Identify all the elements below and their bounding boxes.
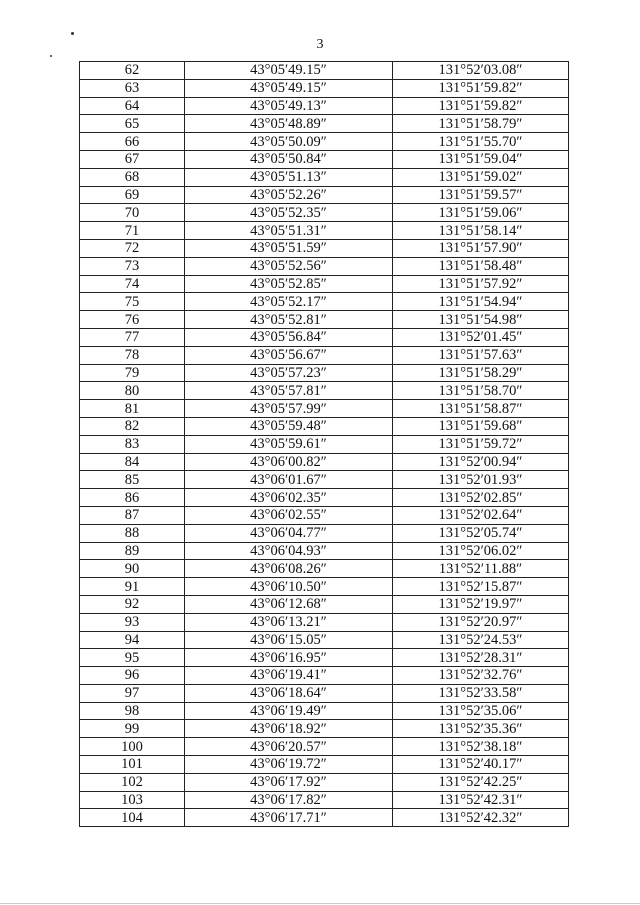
table-row: [80, 346, 569, 364]
longitude-cell: 131°52′42.31″: [393, 791, 569, 809]
scan-speck: [71, 32, 74, 35]
longitude-cell: 131°52′42.32″: [393, 809, 569, 827]
table-row: [80, 239, 569, 257]
latitude-cell: 43°06′19.72″: [185, 756, 393, 774]
longitude-cell: 131°51′57.63″: [393, 346, 569, 364]
table-row: [80, 204, 569, 222]
longitude-cell: 131°52′40.17″: [393, 756, 569, 774]
point-number-cell: 86: [80, 489, 185, 507]
point-number-cell: 97: [80, 684, 185, 702]
point-number-cell: 89: [80, 542, 185, 560]
latitude-cell: 43°05′48.89″: [185, 115, 393, 133]
longitude-cell: 131°51′59.06″: [393, 204, 569, 222]
table-row: [80, 489, 569, 507]
latitude-cell: 43°05′52.85″: [185, 275, 393, 293]
longitude-cell: 131°51′58.48″: [393, 257, 569, 275]
point-number-cell: 95: [80, 649, 185, 667]
table-row: [80, 542, 569, 560]
longitude-cell: 131°52′02.85″: [393, 489, 569, 507]
point-number-cell: 63: [80, 79, 185, 97]
longitude-cell: 131°51′59.82″: [393, 97, 569, 115]
latitude-cell: 43°05′49.15″: [185, 62, 393, 80]
longitude-cell: 131°51′58.29″: [393, 364, 569, 382]
table-row: [80, 631, 569, 649]
latitude-cell: 43°06′04.93″: [185, 542, 393, 560]
latitude-cell: 43°05′59.61″: [185, 435, 393, 453]
table-row: [80, 471, 569, 489]
latitude-cell: 43°06′10.50″: [185, 578, 393, 596]
point-number-cell: 80: [80, 382, 185, 400]
page-number: 3: [316, 37, 324, 52]
point-number-cell: 93: [80, 613, 185, 631]
point-number-cell: 77: [80, 328, 185, 346]
longitude-cell: 131°51′59.57″: [393, 186, 569, 204]
table-row: [80, 791, 569, 809]
latitude-cell: 43°05′49.15″: [185, 79, 393, 97]
table-row: [80, 115, 569, 133]
table-row: [80, 417, 569, 435]
point-number-cell: 82: [80, 417, 185, 435]
point-number-cell: 68: [80, 168, 185, 186]
longitude-cell: 131°52′33.58″: [393, 684, 569, 702]
longitude-cell: 131°51′57.92″: [393, 275, 569, 293]
latitude-cell: 43°06′02.35″: [185, 489, 393, 507]
point-number-cell: 102: [80, 773, 185, 791]
table-row: [80, 684, 569, 702]
latitude-cell: 43°05′52.26″: [185, 186, 393, 204]
longitude-cell: 131°52′06.02″: [393, 542, 569, 560]
point-number-cell: 96: [80, 667, 185, 685]
table-row: [80, 328, 569, 346]
latitude-cell: 43°06′17.82″: [185, 791, 393, 809]
point-number-cell: 73: [80, 257, 185, 275]
table-row: [80, 524, 569, 542]
table-row: [80, 382, 569, 400]
table-row: [80, 667, 569, 685]
longitude-cell: 131°52′01.93″: [393, 471, 569, 489]
point-number-cell: 94: [80, 631, 185, 649]
point-number-cell: 71: [80, 222, 185, 240]
table-row: [80, 293, 569, 311]
longitude-cell: 131°51′58.79″: [393, 115, 569, 133]
latitude-cell: 43°05′57.99″: [185, 400, 393, 418]
table-row: [80, 133, 569, 151]
table-row: [80, 720, 569, 738]
latitude-cell: 43°05′52.35″: [185, 204, 393, 222]
latitude-cell: 43°06′00.82″: [185, 453, 393, 471]
coordinates-table: [79, 61, 569, 827]
longitude-cell: 131°52′35.06″: [393, 702, 569, 720]
latitude-cell: 43°06′17.92″: [185, 773, 393, 791]
latitude-cell: 43°06′02.55″: [185, 506, 393, 524]
point-number-cell: 67: [80, 150, 185, 168]
latitude-cell: 43°05′59.48″: [185, 417, 393, 435]
point-number-cell: 101: [80, 756, 185, 774]
table-row: [80, 364, 569, 382]
table-row: [80, 435, 569, 453]
point-number-cell: 72: [80, 239, 185, 257]
longitude-cell: 131°52′38.18″: [393, 738, 569, 756]
table-row: [80, 595, 569, 613]
longitude-cell: 131°52′24.53″: [393, 631, 569, 649]
longitude-cell: 131°51′54.94″: [393, 293, 569, 311]
longitude-cell: 131°51′59.82″: [393, 79, 569, 97]
latitude-cell: 43°05′52.81″: [185, 311, 393, 329]
longitude-cell: 131°52′32.76″: [393, 667, 569, 685]
point-number-cell: 85: [80, 471, 185, 489]
point-number-cell: 90: [80, 560, 185, 578]
latitude-cell: 43°06′12.68″: [185, 595, 393, 613]
longitude-cell: 131°51′59.72″: [393, 435, 569, 453]
longitude-cell: 131°51′59.68″: [393, 417, 569, 435]
longitude-cell: 131°51′58.70″: [393, 382, 569, 400]
latitude-cell: 43°06′18.64″: [185, 684, 393, 702]
latitude-cell: 43°05′56.67″: [185, 346, 393, 364]
point-number-cell: 66: [80, 133, 185, 151]
longitude-cell: 131°52′11.88″: [393, 560, 569, 578]
point-number-cell: 75: [80, 293, 185, 311]
latitude-cell: 43°05′52.17″: [185, 293, 393, 311]
table-row: [80, 773, 569, 791]
latitude-cell: 43°06′15.05″: [185, 631, 393, 649]
latitude-cell: 43°06′18.92″: [185, 720, 393, 738]
latitude-cell: 43°05′51.59″: [185, 239, 393, 257]
longitude-cell: 131°52′02.64″: [393, 506, 569, 524]
longitude-cell: 131°51′55.70″: [393, 133, 569, 151]
point-number-cell: 81: [80, 400, 185, 418]
table-row: [80, 560, 569, 578]
latitude-cell: 43°06′08.26″: [185, 560, 393, 578]
point-number-cell: 88: [80, 524, 185, 542]
longitude-cell: 131°52′28.31″: [393, 649, 569, 667]
table-row: [80, 79, 569, 97]
table-row: [80, 186, 569, 204]
table-row: [80, 613, 569, 631]
page-bottom-edge: [0, 903, 640, 904]
longitude-cell: 131°52′42.25″: [393, 773, 569, 791]
table-row: [80, 649, 569, 667]
point-number-cell: 79: [80, 364, 185, 382]
latitude-cell: 43°05′57.81″: [185, 382, 393, 400]
longitude-cell: 131°52′05.74″: [393, 524, 569, 542]
table-row: [80, 257, 569, 275]
table-row: [80, 756, 569, 774]
latitude-cell: 43°06′04.77″: [185, 524, 393, 542]
point-number-cell: 65: [80, 115, 185, 133]
scan-speck: [50, 55, 52, 57]
table-row: [80, 400, 569, 418]
table-row: [80, 311, 569, 329]
longitude-cell: 131°52′01.45″: [393, 328, 569, 346]
point-number-cell: 87: [80, 506, 185, 524]
point-number-cell: 69: [80, 186, 185, 204]
latitude-cell: 43°06′16.95″: [185, 649, 393, 667]
table-row: [80, 97, 569, 115]
latitude-cell: 43°05′50.84″: [185, 150, 393, 168]
longitude-cell: 131°51′59.02″: [393, 168, 569, 186]
point-number-cell: 70: [80, 204, 185, 222]
point-number-cell: 74: [80, 275, 185, 293]
latitude-cell: 43°05′57.23″: [185, 364, 393, 382]
point-number-cell: 98: [80, 702, 185, 720]
latitude-cell: 43°05′51.31″: [185, 222, 393, 240]
longitude-cell: 131°52′35.36″: [393, 720, 569, 738]
point-number-cell: 64: [80, 97, 185, 115]
latitude-cell: 43°06′13.21″: [185, 613, 393, 631]
table-row: [80, 168, 569, 186]
longitude-cell: 131°52′19.97″: [393, 595, 569, 613]
longitude-cell: 131°52′03.08″: [393, 62, 569, 80]
coordinates-table-body: [80, 62, 569, 827]
table-row: [80, 809, 569, 827]
point-number-cell: 92: [80, 595, 185, 613]
longitude-cell: 131°52′00.94″: [393, 453, 569, 471]
table-row: [80, 222, 569, 240]
longitude-cell: 131°51′58.87″: [393, 400, 569, 418]
longitude-cell: 131°52′20.97″: [393, 613, 569, 631]
point-number-cell: 83: [80, 435, 185, 453]
latitude-cell: 43°06′17.71″: [185, 809, 393, 827]
longitude-cell: 131°51′54.98″: [393, 311, 569, 329]
latitude-cell: 43°05′50.09″: [185, 133, 393, 151]
point-number-cell: 103: [80, 791, 185, 809]
longitude-cell: 131°51′58.14″: [393, 222, 569, 240]
table-row: [80, 578, 569, 596]
table-row: [80, 150, 569, 168]
table-row: [80, 62, 569, 80]
latitude-cell: 43°05′49.13″: [185, 97, 393, 115]
point-number-cell: 78: [80, 346, 185, 364]
latitude-cell: 43°05′52.56″: [185, 257, 393, 275]
longitude-cell: 131°52′15.87″: [393, 578, 569, 596]
longitude-cell: 131°51′59.04″: [393, 150, 569, 168]
point-number-cell: 100: [80, 738, 185, 756]
table-row: [80, 738, 569, 756]
longitude-cell: 131°51′57.90″: [393, 239, 569, 257]
latitude-cell: 43°06′01.67″: [185, 471, 393, 489]
latitude-cell: 43°05′56.84″: [185, 328, 393, 346]
point-number-cell: 91: [80, 578, 185, 596]
latitude-cell: 43°06′19.49″: [185, 702, 393, 720]
table-row: [80, 275, 569, 293]
latitude-cell: 43°05′51.13″: [185, 168, 393, 186]
point-number-cell: 76: [80, 311, 185, 329]
point-number-cell: 84: [80, 453, 185, 471]
point-number-cell: 104: [80, 809, 185, 827]
table-row: [80, 453, 569, 471]
latitude-cell: 43°06′19.41″: [185, 667, 393, 685]
latitude-cell: 43°06′20.57″: [185, 738, 393, 756]
point-number-cell: 99: [80, 720, 185, 738]
table-row: [80, 506, 569, 524]
table-row: [80, 702, 569, 720]
point-number-cell: 62: [80, 62, 185, 80]
